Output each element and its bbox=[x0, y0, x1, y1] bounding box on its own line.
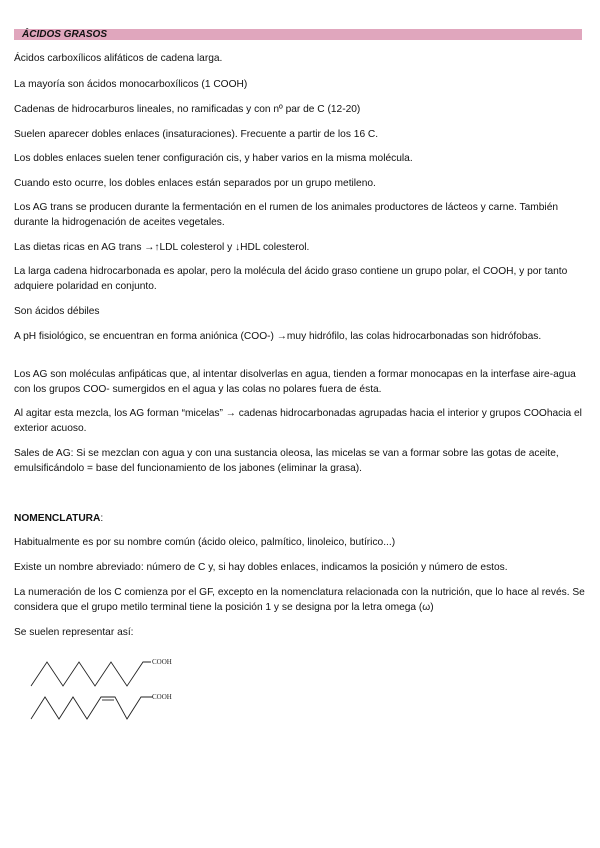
paragraph-1: Ácidos carboxílicos alifáticos de cadena larga. bbox=[14, 53, 223, 64]
nomenclature-paragraph-2: Existe un nombre abreviado: número de C y, si hay dobles enlaces, indicamos la posición y número de estos. bbox=[14, 562, 508, 573]
unsaturated-cooh-label: COOH bbox=[152, 693, 172, 701]
unsaturated-fatty-acid-chain bbox=[31, 697, 153, 719]
paragraph-7: Los AG trans se producen durante la fermentación en el rumen de los animales productores de lácteos y carne. También durante la hidrogenación de aceites vegetales. bbox=[14, 202, 559, 228]
paragraph-4: Suelen aparecer dobles enlaces (insaturaciones). Frecuente a partir de los 16 C. bbox=[14, 129, 379, 140]
paragraph-14: Sales de AG: Si se mezclan con agua y con una sustancia oleosa, las micelas se van a formar sobre las gotas de aceite, emulsificándolo = base del funcionamiento de los jabones (eliminar la grasa). bbox=[14, 448, 559, 474]
nomenclature-heading: NOMENCLATURA bbox=[14, 513, 101, 524]
nomenclature-colon: : bbox=[100, 513, 104, 524]
fatty-acid-structures-figure bbox=[24, 652, 224, 727]
nomenclature-paragraph-4: Se suelen representar así: bbox=[14, 627, 134, 638]
paragraph-13: Al agitar esta mezcla, los AG forman “micelas” → cadenas hidrocarbonadas agrupadas hacia el interior y grupos COOhacia el exterior acuoso. bbox=[14, 408, 582, 434]
paragraph-8: Las dietas ricas en AG trans →↑LDL colesterol y ↓HDL colesterol. bbox=[14, 242, 310, 253]
nomenclature-paragraph-3: La numeración de los C comienza por el GF, excepto en la nomenclatura relacionada con la nutrición, que lo hace al revés. Se considera que el grupo metilo terminal tiene la posición 1 y se designa por la letra omega (ω) bbox=[14, 587, 585, 613]
paragraph-10: Son ácidos débiles bbox=[14, 306, 100, 317]
saturated-cooh-label: COOH bbox=[152, 658, 172, 666]
paragraph-12: Los AG son moléculas anfipáticas que, al intentar disolverlas en agua, tienden a formar monocapas en la interfase aire-agua con los grupos COO- sumergidos en el agua y las colas no polares fuera de ésta. bbox=[14, 369, 576, 395]
nomenclature-paragraph-1: Habitualmente es por su nombre común (ácido oleico, palmítico, linoleico, butírico...) bbox=[14, 537, 396, 548]
paragraph-6: Cuando esto ocurre, los dobles enlaces están separados por un grupo metileno. bbox=[14, 178, 376, 189]
page-title: ÁCIDOS GRASOS bbox=[22, 29, 108, 40]
paragraph-11: A pH fisiológico, se encuentran en forma aniónica (COO-) →muy hidrófilo, las colas hidrocarbonadas son hidrófobas. bbox=[14, 331, 542, 342]
paragraph-3: Cadenas de hidrocarburos lineales, no ramificadas y con nº par de C (12-20) bbox=[14, 104, 361, 115]
paragraph-9: La larga cadena hidrocarbonada es apolar, pero la molécula del ácido graso contiene un grupo polar, el COOH, y por tanto adquiere polaridad en conjunto. bbox=[14, 266, 568, 292]
paragraph-2: La mayoría son ácidos monocarboxílicos (1 COOH) bbox=[14, 79, 248, 90]
paragraph-5: Los dobles enlaces suelen tener configuración cis, y haber varios en la misma molécula. bbox=[14, 153, 413, 164]
saturated-fatty-acid-chain bbox=[31, 662, 151, 686]
nomenclature-heading-line bbox=[14, 511, 590, 526]
